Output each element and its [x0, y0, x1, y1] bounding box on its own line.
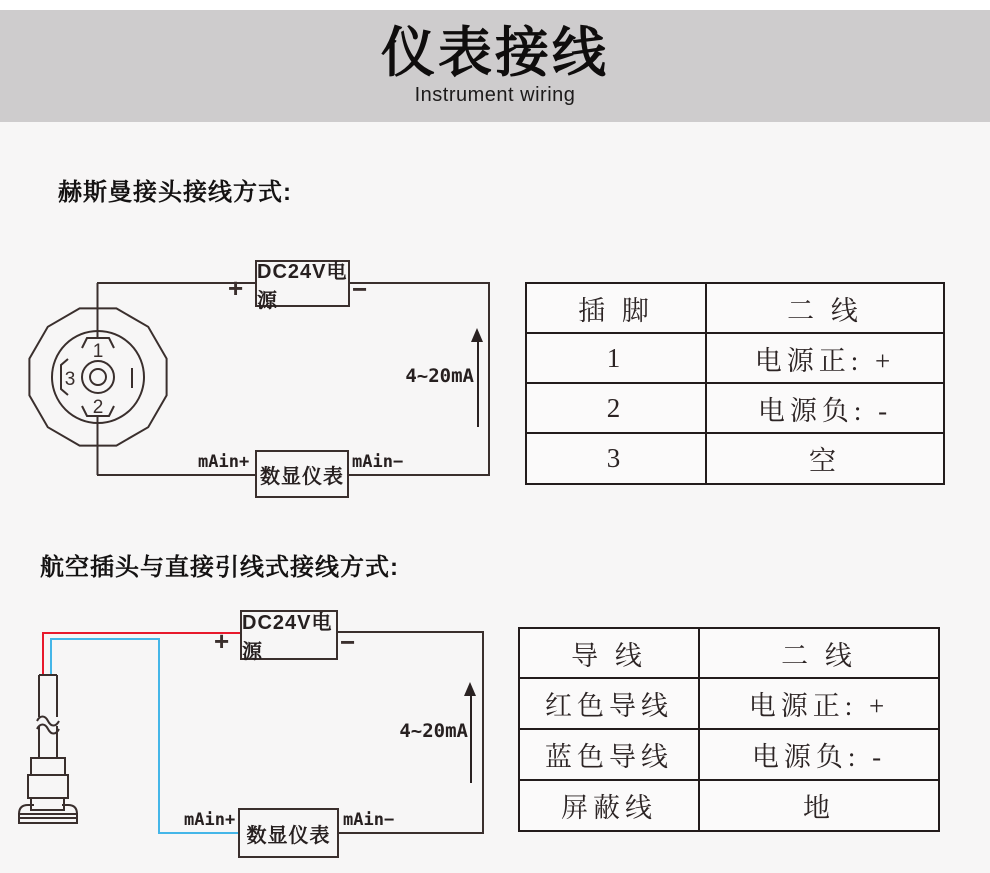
digital-meter-box-1: 数显仪表	[255, 450, 349, 498]
current-range-label-1: 4~20mA	[405, 365, 474, 387]
main-minus-label-2: mAin−	[343, 810, 395, 830]
pin-table-cell: 空	[706, 433, 944, 484]
pin3-label: 3	[64, 369, 76, 390]
lead-table-cell: 蓝色导线	[519, 729, 699, 780]
blue-wire-horizontal-bottom	[158, 832, 238, 834]
lead-table-cell: 屏蔽线	[519, 780, 699, 831]
current-arrow-head-2	[464, 682, 476, 696]
wire-bottom-right-1	[345, 474, 490, 476]
plus-sign-1: +	[228, 273, 244, 303]
pin-table-header-col2: 二 线	[706, 283, 944, 333]
pin-table-cell: 1	[526, 333, 706, 383]
lead-table-cell: 地	[699, 780, 939, 831]
section1-heading: 赫斯曼接头接线方式:	[58, 179, 292, 206]
pin-table-cell: 2	[526, 383, 706, 433]
current-arrow-head-1	[471, 328, 483, 342]
power-supply-box-2: DC24V电源	[240, 610, 338, 660]
minus-sign-2: −	[340, 627, 356, 657]
lead-table-header-col2: 二 线	[699, 628, 939, 678]
pin-table-cell: 3	[526, 433, 706, 484]
pin1-label: 1	[92, 341, 104, 362]
main-plus-label-2: mAin+	[184, 810, 236, 830]
current-range-label-2: 4~20mA	[399, 720, 468, 742]
minus-sign-1: −	[352, 274, 368, 304]
pin-wiring-table	[525, 282, 945, 485]
wire-top-right-2	[334, 631, 484, 633]
lead-table-cell: 电源正: +	[699, 678, 939, 729]
blue-wire-vertical-long	[158, 638, 160, 834]
main-minus-label-1: mAin−	[352, 452, 404, 472]
main-plus-label-1: mAin+	[198, 452, 250, 472]
section2-heading: 航空插头与直接引线式接线方式:	[40, 554, 399, 581]
power-supply-box-1: DC24V电源	[255, 260, 350, 307]
wire-right-1	[488, 282, 490, 476]
page-title: 仪表接线	[381, 22, 609, 83]
plus-sign-2: +	[214, 626, 230, 656]
wire-right-2	[482, 631, 484, 834]
current-arrow-line-2	[470, 695, 472, 783]
hirschmann-connector-drawing	[26, 283, 170, 475]
lead-table-cell: 电源负: -	[699, 729, 939, 780]
pin2-label: 2	[92, 397, 104, 418]
wire-bottom-right-2	[335, 832, 484, 834]
pin-table-cell: 电源负: -	[706, 383, 944, 433]
lead-table-header-col1: 导 线	[519, 628, 699, 678]
pin-table-cell: 电源正: +	[706, 333, 944, 383]
lead-table-cell: 红色导线	[519, 678, 699, 729]
digital-meter-box-2: 数显仪表	[238, 808, 339, 858]
lead-wiring-table	[518, 627, 940, 832]
pin-table-header-col1: 插 脚	[526, 283, 706, 333]
title-band	[0, 10, 990, 122]
page-subtitle: Instrument wiring	[414, 83, 576, 106]
current-arrow-line-1	[477, 341, 479, 427]
transmitter-probe-drawing	[14, 628, 86, 828]
top-white-strip	[0, 0, 990, 10]
